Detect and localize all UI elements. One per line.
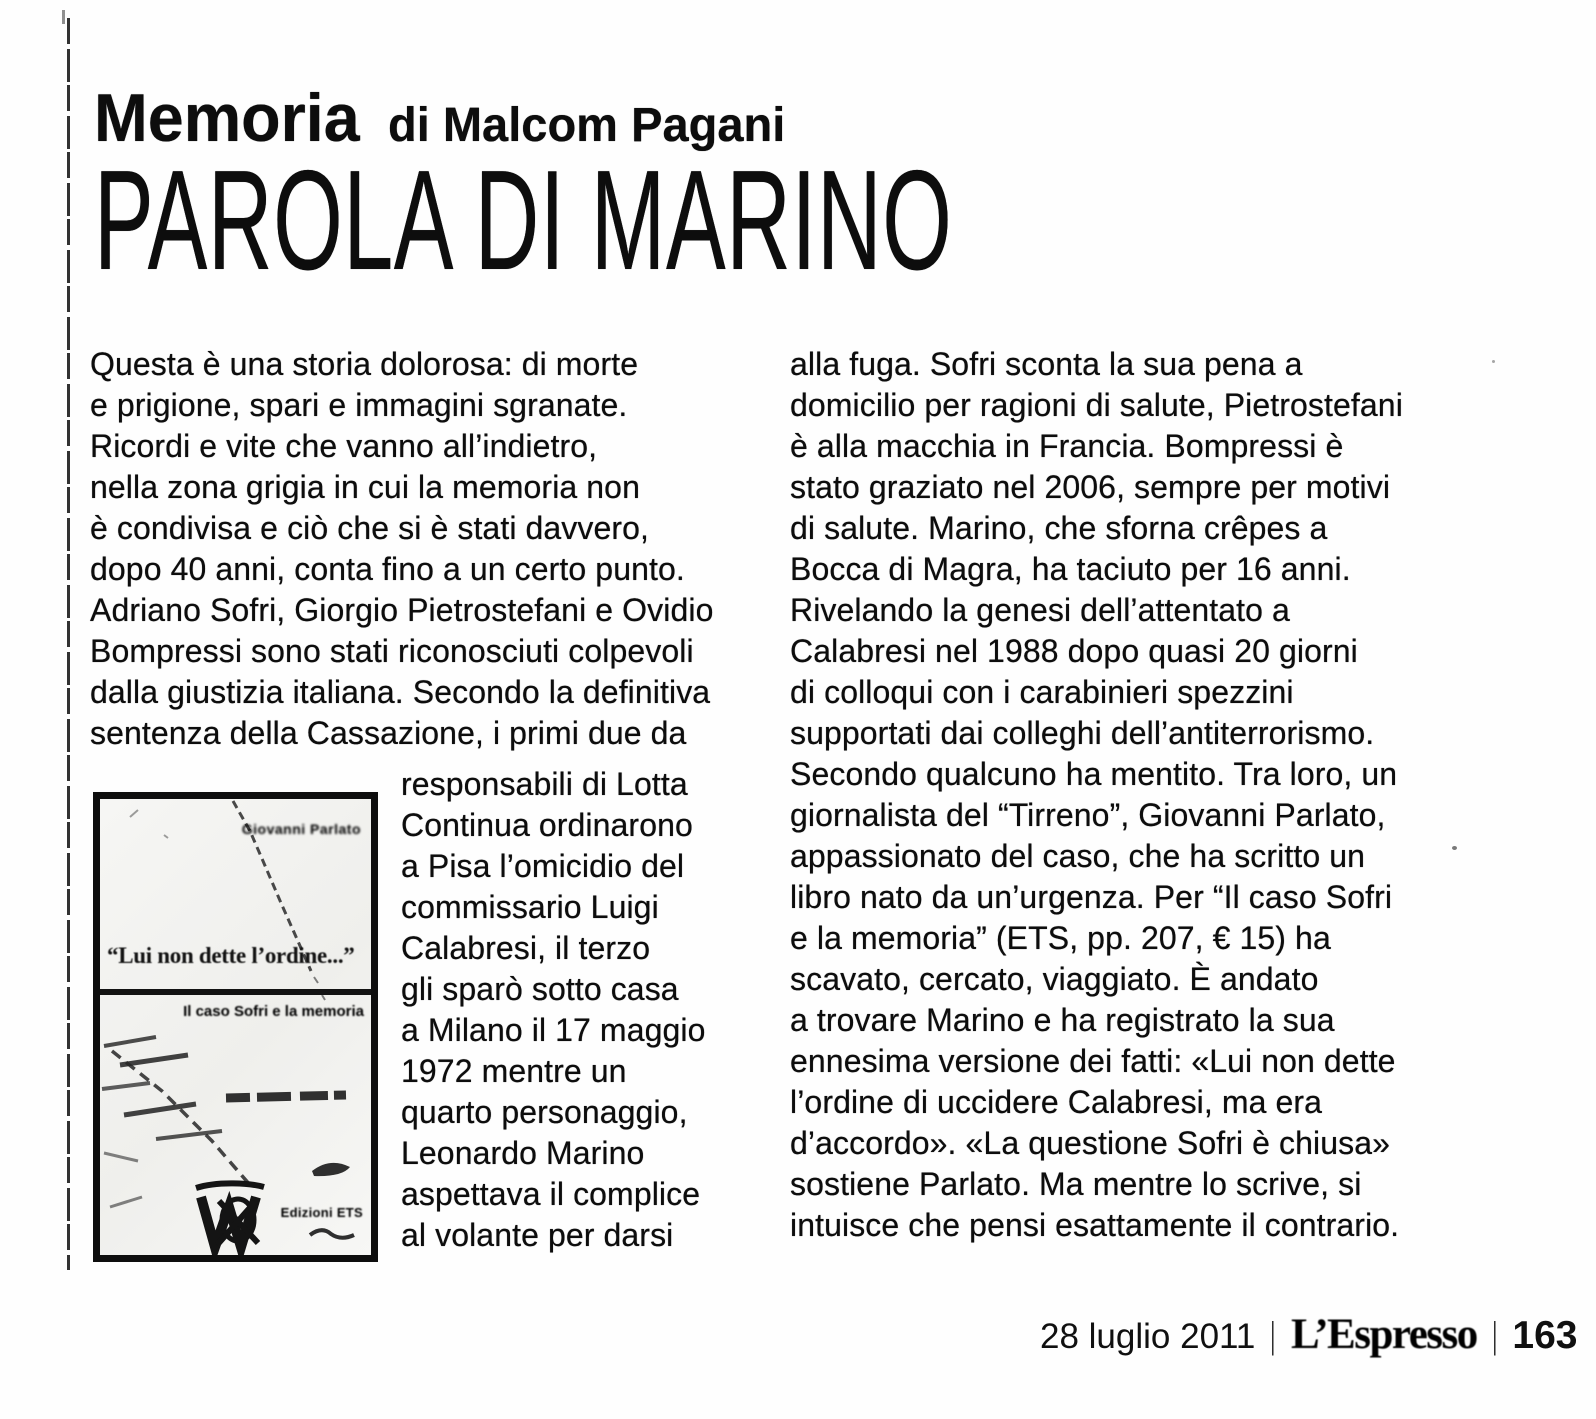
right-column-text bbox=[790, 344, 1470, 1246]
text-line: è condivisa e ciò che si è stati davvero, bbox=[90, 510, 650, 546]
book-cover-rule bbox=[100, 989, 371, 995]
footer-date: 28 luglio 2011 bbox=[1040, 1317, 1256, 1356]
text-line: Calabresi nel 1988 dopo quasi 20 giorni bbox=[790, 633, 1358, 669]
text-line: Questa è una storia dolorosa: di morte bbox=[90, 346, 639, 382]
text-line: a Pisa l’omicidio del bbox=[401, 848, 685, 884]
text-line: dalla giustizia italiana. Secondo la definitiva bbox=[90, 674, 711, 710]
text-line: Calabresi, il terzo bbox=[401, 930, 651, 966]
book-cover-scratches-art bbox=[100, 799, 371, 1255]
article-header bbox=[94, 80, 1457, 300]
book-author: Giovanni Parlato bbox=[241, 821, 361, 837]
text-line: stato graziato nel 2006, sempre per motivi bbox=[790, 469, 1391, 505]
text-line: di colloqui con i carabinieri spezzini bbox=[790, 674, 1294, 710]
text-line: ennesima versione dei fatti: «Lui non dette bbox=[790, 1043, 1396, 1079]
text-line: Secondo qualcuno ha mentito. Tra loro, un bbox=[790, 756, 1398, 792]
footer-separator: | bbox=[1492, 1315, 1497, 1356]
text-line: al volante per darsi bbox=[401, 1217, 674, 1253]
text-line: Leonardo Marino bbox=[401, 1135, 645, 1171]
article-headline: PAROLA DI MARINO bbox=[94, 141, 953, 300]
text-line: supportati dai colleghi dell’antiterrorismo. bbox=[790, 715, 1375, 751]
text-line: gli sparò sotto casa bbox=[401, 971, 679, 1007]
scan-speck bbox=[1492, 360, 1495, 363]
text-line: dopo 40 anni, conta fino a un certo punto. bbox=[90, 551, 685, 587]
section-title: Memoria bbox=[94, 80, 360, 156]
text-line: alla fuga. Sofri sconta la sua pena a bbox=[790, 346, 1303, 382]
book-subtitle: Il caso Sofri e la memoria bbox=[183, 1003, 364, 1020]
text-line: quarto personaggio, bbox=[401, 1094, 688, 1130]
text-line: giornalista del “Tirreno”, Giovanni Parlato, bbox=[790, 797, 1386, 833]
text-line: domicilio per ragioni di salute, Pietrostefani bbox=[790, 387, 1403, 423]
text-line: intuisce che pensi esattamente il contrario. bbox=[790, 1207, 1400, 1243]
text-line: l’ordine di uccidere Calabresi, ma era bbox=[790, 1084, 1323, 1120]
text-line: d’accordo». «La questione Sofri è chiusa» bbox=[790, 1125, 1391, 1161]
text-line: a trovare Marino e ha registrato la sua bbox=[790, 1002, 1335, 1038]
text-line: sostiene Parlato. Ma mentre lo scrive, si bbox=[790, 1166, 1362, 1202]
book-cover-image bbox=[93, 792, 378, 1262]
book-cover-inner bbox=[100, 799, 371, 1255]
byline: di Malcom Pagani bbox=[388, 99, 786, 152]
page-footer bbox=[1040, 1310, 1577, 1359]
text-line: nella zona grigia in cui la memoria non bbox=[90, 469, 640, 505]
text-line: scavato, cercato, viaggiato. È andato bbox=[790, 961, 1319, 997]
text-line: Bompressi sono stati riconosciuti colpevoli bbox=[90, 633, 694, 669]
text-line: commissario Luigi bbox=[401, 889, 659, 925]
left-column-wrap-text bbox=[401, 764, 781, 1256]
text-line: sentenza della Cassazione, i primi due da bbox=[90, 715, 687, 751]
left-column-text bbox=[90, 344, 780, 754]
text-line: è alla macchia in Francia. Bompressi è bbox=[790, 428, 1344, 464]
footer-separator: | bbox=[1271, 1315, 1276, 1356]
text-line: 1972 mentre un bbox=[401, 1053, 627, 1089]
text-line: e prigione, spari e immagini sgranate. bbox=[90, 387, 628, 423]
page-number: 163 bbox=[1512, 1314, 1578, 1357]
book-publisher: Edizioni ETS bbox=[280, 1205, 363, 1220]
scan-speck bbox=[1452, 846, 1457, 850]
text-line: a Milano il 17 maggio bbox=[401, 1012, 706, 1048]
text-line: e la memoria” (ETS, pp. 207, € 15) ha bbox=[790, 920, 1331, 956]
scan-speck bbox=[62, 10, 65, 24]
book-title: “Lui non dette l’ordine...” bbox=[107, 943, 355, 968]
text-line: Continua ordinarono bbox=[401, 807, 693, 843]
text-line: libro nato da un’urgenza. Per “Il caso Sofri bbox=[790, 879, 1393, 915]
text-line: Ricordi e vite che vanno all’indietro, bbox=[90, 428, 598, 464]
magazine-logo: L’Espresso bbox=[1291, 1311, 1477, 1358]
text-line: Rivelando la genesi dell’attentato a bbox=[790, 592, 1290, 628]
left-margin-rule bbox=[67, 18, 70, 1270]
text-line: Bocca di Magra, ha taciuto per 16 anni. bbox=[790, 551, 1351, 587]
text-line: responsabili di Lotta bbox=[401, 766, 688, 802]
text-line: aspettava il complice bbox=[401, 1176, 701, 1212]
text-line: appassionato del caso, che ha scritto un bbox=[790, 838, 1366, 874]
text-line: di salute. Marino, che sforna crêpes a bbox=[790, 510, 1328, 546]
text-line: Adriano Sofri, Giorgio Pietrostefani e Ovidio bbox=[90, 592, 714, 628]
